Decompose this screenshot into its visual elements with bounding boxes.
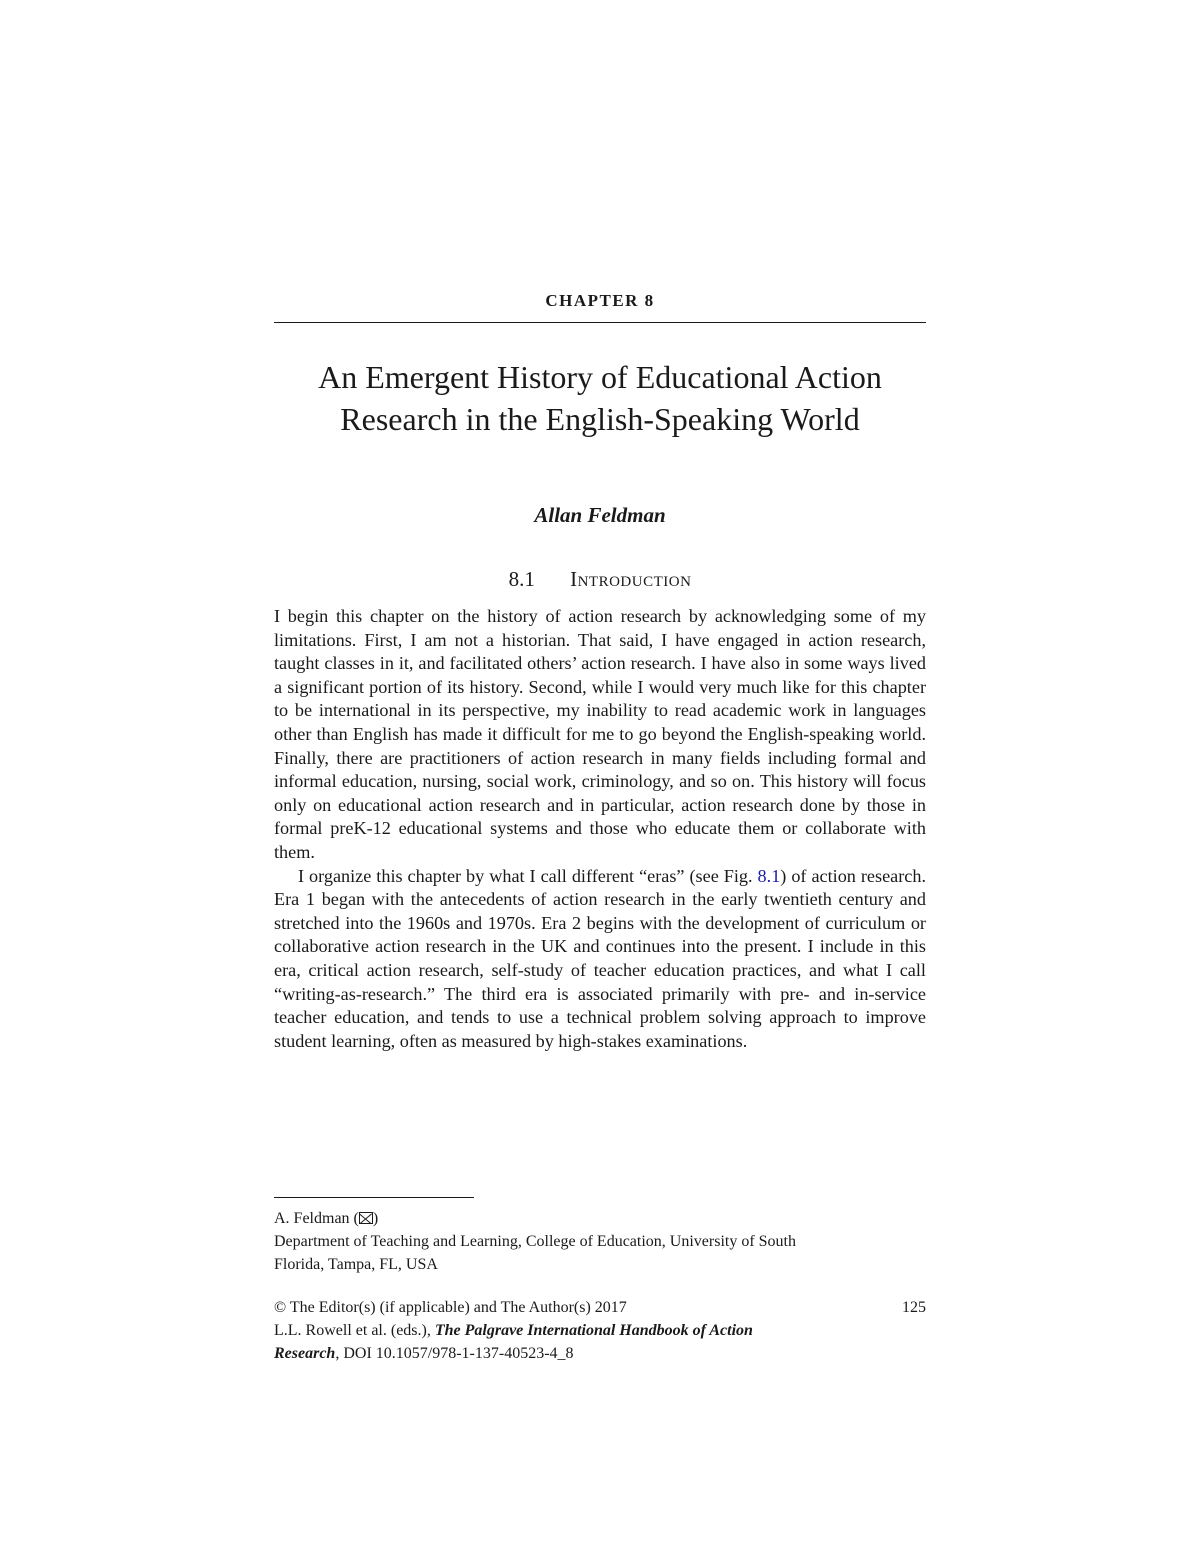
copyright-line: © The Editor(s) (if applicable) and The Author(s) 2017 — [274, 1299, 627, 1316]
author-footnote — [274, 1207, 926, 1276]
citation-editors: L.L. Rowell et al. (eds.), — [274, 1322, 435, 1339]
copyright-block — [274, 1296, 926, 1365]
chapter-divider — [274, 322, 926, 323]
footnote-divider — [274, 1197, 474, 1198]
footnote-affiliation-line-1: Department of Teaching and Learning, College of Education, University of South — [274, 1233, 796, 1250]
body-text — [274, 605, 926, 1053]
paragraph-1: I begin this chapter on the history of action research by acknowledging some of my limitations. First, I am not a historian. That said, I have engaged in action research, taught classes in it, and facilitated others’ action research. I have also in some ways lived a significant portion of its history. Second, while I would very much like for this chapter to be international in its perspective, my inability to read academic work in languages other than English has made it difficult for me to go beyond the English-speaking world. Finally, there are practitioners of action research in many fields including formal and informal education, nursing, social work, criminology, and so on. This history will focus only on educational action research and in particular, action research done by those in formal preK-12 educational systems and those who educate them or collaborate with them. — [274, 606, 926, 862]
paragraph-2 — [274, 865, 926, 1054]
envelope-icon[interactable] — [359, 1212, 373, 1224]
paragraph-2-end: ) of action research. Era 1 began with the antecedents of action research in the early twentieth century and stretched into the 1960s and 1970s. Era 2 begins with the development of curriculum or collaborative action research in the UK and continues into the present. I include in this era, critical action research, self-study of teacher education practices, and what I call “writing-as-research.” The third era is associated primarily with pre- and in-service teacher education, and tends to use a technical problem solving approach to improve student learning, often as measured by high-stakes examinations. — [274, 865, 926, 1051]
footnote-affiliation-line-2: Florida, Tampa, FL, USA — [274, 1256, 438, 1273]
citation-line-2 — [274, 1342, 926, 1365]
section-number: 8.1 — [508, 567, 535, 591]
section-heading — [274, 567, 926, 592]
paragraph-2-start: I organize this chapter by what I call different “eras” (see Fig. — [298, 865, 758, 886]
citation-line-1 — [274, 1319, 926, 1342]
footnote-author-close: ) — [372, 1210, 379, 1227]
citation-book-title-part-1: The Palgrave International Handbook of Action — [434, 1322, 753, 1339]
section-title: Introduction — [570, 567, 692, 591]
chapter-title-line-1: An Emergent History of Educational Action — [318, 359, 882, 395]
figure-link[interactable]: 8.1 — [757, 865, 781, 886]
chapter-label: CHAPTER 8 — [545, 291, 655, 310]
citation-doi[interactable]: , DOI 10.1057/978-1-137-40523-4_8 — [335, 1345, 574, 1362]
chapter-title — [274, 356, 926, 440]
chapter-title-line-2: Research in the English-Speaking World — [340, 401, 860, 437]
author-name: Allan Feldman — [534, 503, 666, 527]
page-number: 125 — [902, 1299, 926, 1316]
citation-book-title-part-2: Research — [274, 1345, 336, 1362]
footnote-author: A. Feldman ( — [274, 1210, 359, 1227]
footnote-author-line — [274, 1207, 926, 1230]
